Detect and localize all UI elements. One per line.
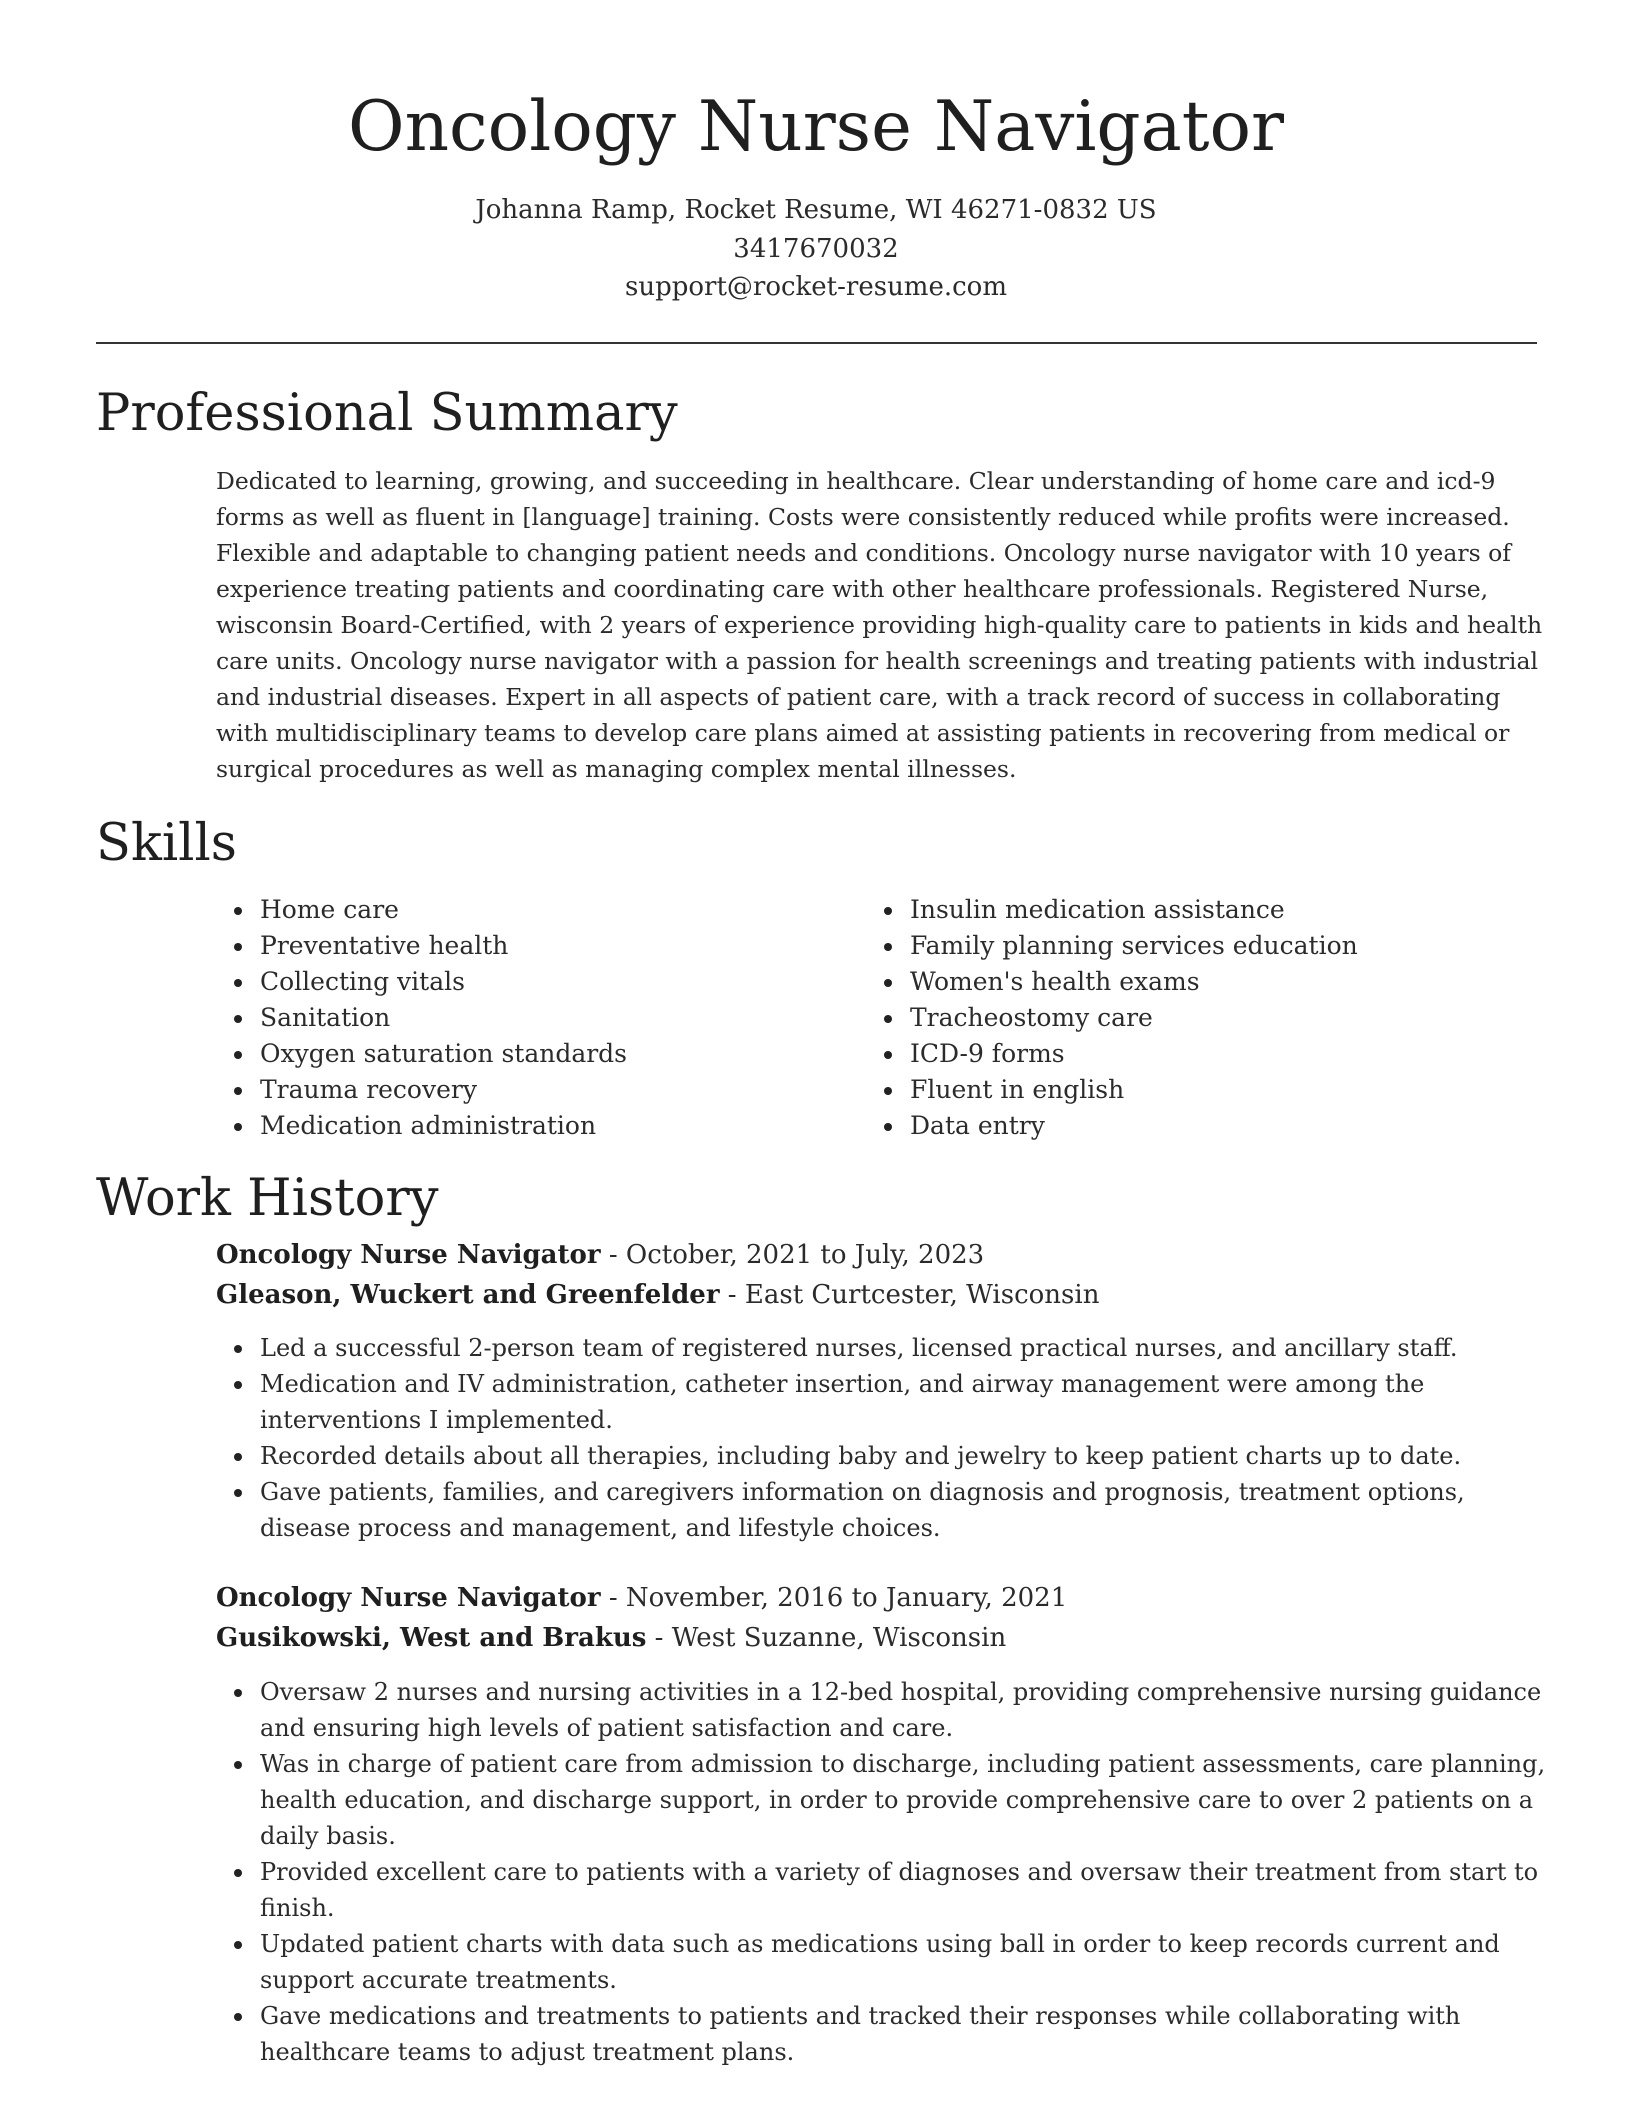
job-bullet: Provided excellent care to patients with a variety of diagnoses and oversaw their treatment from start to finish. [260, 1854, 1550, 1926]
job-bullet: Oversaw 2 nurses and nursing activities in a 12-bed hospital, providing comprehensive nursing guidance and ensuring high levels of patient satisfaction and care. [260, 1674, 1550, 1746]
skill-item: ICD-9 forms [910, 1036, 1530, 1072]
separator: - [600, 1240, 626, 1270]
skill-item: Home care [260, 892, 840, 928]
job-bullet: Updated patient charts with data such as medications using ball in order to keep records current and support accurate treatments. [260, 1926, 1550, 1998]
job-company: Gusikowski, West and Brakus [216, 1623, 647, 1653]
job-bullet: Gave patients, families, and caregivers information on diagnosis and prognosis, treatment options, disease process and management, and lifestyle choices. [260, 1474, 1550, 1546]
skills-heading: Skills [96, 814, 237, 873]
skill-item: Family planning services education [910, 928, 1530, 964]
skill-item: Fluent in english [910, 1072, 1530, 1108]
job-bullet: Led a successful 2-person team of registered nurses, licensed practical nurses, and ancillary staff. [260, 1330, 1550, 1366]
skill-item: Medication administration [260, 1108, 840, 1144]
skills-list-right [910, 892, 1530, 1144]
contact-phone: 3417670032 [733, 234, 899, 264]
job-dates: November, 2016 to January, 2021 [625, 1583, 1068, 1613]
skill-item: Collecting vitals [260, 964, 840, 1000]
job-title-line [216, 1236, 984, 1274]
job-bullet: Was in charge of patient care from admission to discharge, including patient assessments, care planning, health education, and discharge support, in order to provide comprehensive care to over 2 patients on a daily basis. [260, 1746, 1550, 1854]
job-bullet: Recorded details about all therapies, including baby and jewelry to keep patient charts up to date. [260, 1438, 1550, 1474]
summary-heading: Professional Summary [96, 384, 678, 443]
job-dates: October, 2021 to July, 2023 [625, 1240, 985, 1270]
job-bullet: Gave medications and treatments to patients and tracked their responses while collaborating with healthcare teams to adjust treatment plans. [260, 1998, 1550, 2070]
skill-item: Preventative health [260, 928, 840, 964]
job-company-line [216, 1276, 1099, 1314]
job-location: East Curtcester, Wisconsin [744, 1280, 1100, 1310]
contact-email: support@rocket-resume.com [624, 272, 1007, 302]
separator: - [600, 1583, 626, 1613]
skill-item: Insulin medication assistance [910, 892, 1530, 928]
job-location: West Suzanne, Wisconsin [671, 1623, 1007, 1653]
job-company: Gleason, Wuckert and Greenfelder [216, 1280, 720, 1310]
skill-item: Women's health exams [910, 964, 1530, 1000]
job-title: Oncology Nurse Navigator [216, 1240, 601, 1270]
skill-item: Trauma recovery [260, 1072, 840, 1108]
skills-list-left [260, 892, 840, 1144]
skill-item: Tracheostomy care [910, 1000, 1530, 1036]
summary-text: Dedicated to learning, growing, and succeeding in healthcare. Clear understanding of home care and icd-9 forms as well as fluent in [language] training. Costs were consistently reduced while profits were increased. Flexible and adaptable to changing patient needs and conditions. Oncology nurse navigator with 10 years of experience treating patients and coordinating care with other healthcare professionals. Registered Nurse, wisconsin Board-Certified, with 2 years of experience providing high-quality care to patients in kids and health care units. Oncology nurse navigator with a passion for health screenings and treating patients with industrial and industrial diseases. Expert in all aspects of patient care, with a track record of success in collaborating with multidisciplinary teams to develop care plans aimed at assisting patients in recovering from medical or surgical procedures as well as managing complex mental illnesses. [216, 467, 1543, 783]
separator: - [646, 1623, 672, 1653]
contact-address: Johanna Ramp, Rocket Resume, WI 46271-0832 US [475, 195, 1157, 225]
job-bullet-list [260, 1330, 1550, 1546]
job-title: Oncology Nurse Navigator [216, 1583, 601, 1613]
job-company-line [216, 1619, 1006, 1657]
skill-item: Sanitation [260, 1000, 840, 1036]
job-bullet: Medication and IV administration, catheter insertion, and airway management were among the interventions I implemented. [260, 1366, 1550, 1438]
separator: - [719, 1280, 745, 1310]
job-bullet-list [260, 1674, 1550, 2070]
skill-item: Oxygen saturation standards [260, 1036, 840, 1072]
resume-title: Oncology Nurse Navigator [348, 87, 1284, 167]
job-title-line [216, 1579, 1067, 1617]
skill-item: Data entry [910, 1108, 1530, 1144]
header-divider [96, 342, 1537, 344]
work-history-heading: Work History [96, 1169, 439, 1228]
